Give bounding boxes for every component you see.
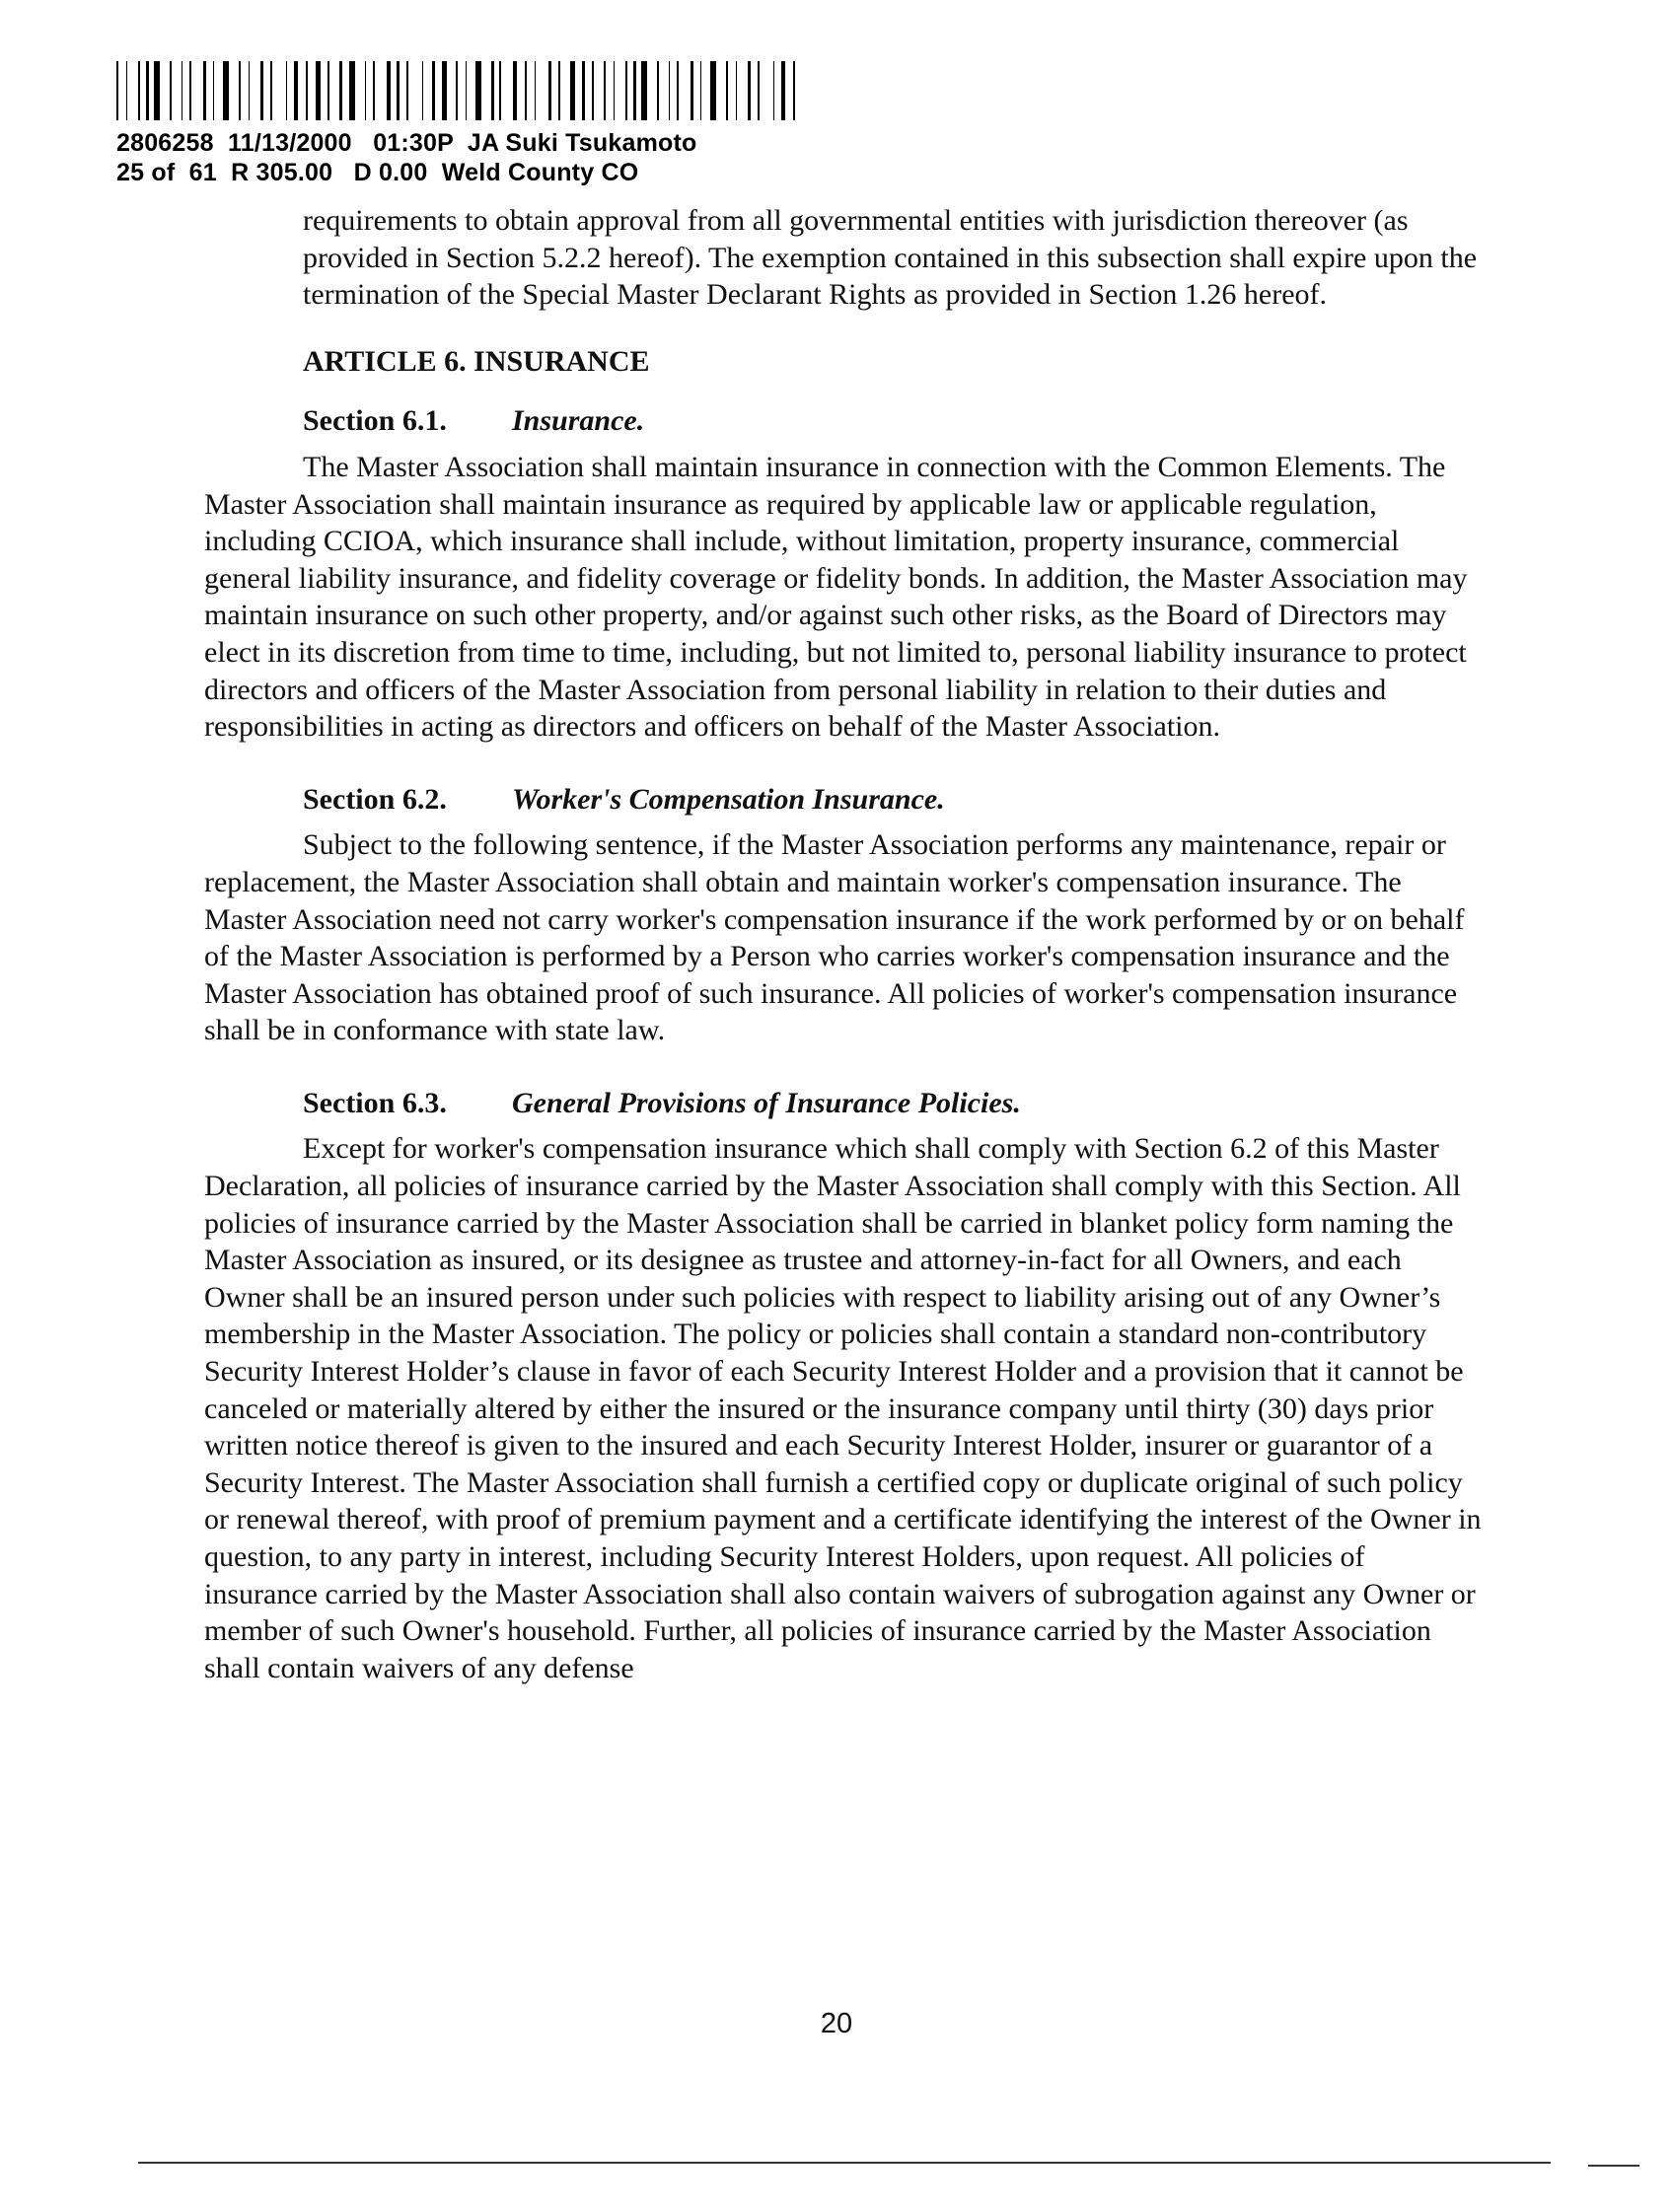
barcode-bar [339, 61, 342, 120]
section-heading-6-2 [204, 781, 1482, 819]
barcode-bar [387, 61, 391, 120]
barcode-bar [456, 61, 458, 120]
barcode-bar [466, 61, 467, 120]
barcode-bar [349, 61, 355, 120]
barcode-bar [397, 61, 400, 120]
barcode-bar [406, 61, 408, 120]
barcode-bar [773, 61, 774, 120]
article-heading: ARTICLE 6. INSURANCE [303, 344, 650, 378]
barcode-bar [491, 61, 494, 120]
barcode-bar [213, 61, 214, 120]
continued-paragraph: requirements to obtain approval from all governmental entities with jurisdiction thereover (as provided in Section 5.2.2 hereof). The exemption contained in this subsection shall expire upon the termination of the Special Master Declarant Rights as provided in Section 1.26 hereof. [303, 204, 1478, 312]
barcode-bar [669, 61, 670, 120]
section-number: Section 6.2. [303, 782, 447, 816]
barcode-bar [260, 61, 263, 120]
barcode-bar [422, 61, 423, 120]
barcode-bar [286, 61, 287, 120]
barcode-bar [327, 61, 329, 120]
barcode-bar [432, 61, 435, 120]
barcode-bar [558, 61, 560, 120]
barcode-bar [365, 61, 366, 120]
barcode-bar [641, 61, 647, 120]
section-title: Worker's Compensation Insurance. [512, 782, 945, 816]
barcode-bar [525, 61, 527, 120]
barcode-bar [625, 61, 627, 120]
barcode-bar [691, 61, 693, 120]
barcode-bar [306, 61, 308, 120]
section-title: Insurance. [512, 404, 645, 438]
barcode-bar [138, 61, 140, 120]
recording-stamp-line-2: 25 of 61 R 305.00 D 0.00 Weld County CO [116, 159, 639, 186]
barcode-bar [633, 61, 636, 120]
barcode-bar [499, 61, 501, 120]
barcode-bar [146, 61, 149, 120]
section-6-1-body: The Master Association shall maintain insurance in connection with the Common Elements. The Master Association shall maintain insurance as required by applicable law or applicable regulation, including CCIOA, which insurance shall include, without limitation, property insurance, commercial general liability insurance, and fidelity coverage or fidelity bonds. In addition, the Master Association may maintain insurance on such other property, and/or against such other risks, as the Board of Directors may elect in its discretion from time to time, including, but not limited to, personal liability insurance to protect directors and officers of the Master Association from personal liability in relation to their duties and responsibilities in acting as directors and officers on behalf of the Master Association. [204, 450, 1468, 744]
recording-barcode [116, 61, 797, 120]
barcode-bar [614, 61, 615, 120]
barcode-bar [223, 61, 229, 120]
barcode-bar [189, 61, 191, 120]
section-number: Section 6.1. [303, 404, 447, 438]
page-number: 20 [820, 2008, 853, 2039]
barcode-bar [239, 61, 241, 120]
barcode-bar [758, 61, 760, 120]
barcode-bar [249, 61, 250, 120]
barcode-bar [700, 61, 701, 120]
section-number: Section 6.3. [303, 1086, 447, 1119]
barcode-bar [316, 61, 321, 120]
barcode-bar [535, 61, 536, 120]
barcode-bar [126, 61, 127, 120]
barcode-bar [570, 61, 575, 120]
barcode-bar [294, 61, 298, 120]
barcode-bar [170, 61, 172, 120]
section-title: General Provisions of Insurance Policies. [512, 1086, 1021, 1119]
barcode-bar [710, 61, 716, 120]
barcode-bar [748, 61, 751, 120]
recording-stamp-line-1: 2806258 11/13/2000 01:30P JA Suki Tsukamoto [116, 129, 697, 157]
section-6-3-body: Except for worker's compensation insurance which shall comply with Section 6.2 of this Master Declaration, all policies of insurance carried by the Master Association shall comply with this Section. All policies of insurance carried by the Master Association shall be carried in blanket policy form naming the Master Association as insured, or its designee as trustee and attorney-in-fact for all Owners, and each Owner shall be an insured person under such policies with respect to liability arising out of any Owner’s membership in the Master Association. The policy or policies shall contain a standard non-contributory Security Interest Holder’s clause in favor of each Security Interest Holder and a provision that it cannot be canceled or materially altered by either the insured or the insurance company until thirty (30) days prior written notice thereof is given to the insured and each Security Interest Holder, insurer or guarantor of a Security Interest. The Master Association shall furnish a certified copy or duplicate original of such policy or renewal thereof, with proof of premium payment and a certificate identifying the interest of the Owner in question, to any party in interest, including Security Interest Holders, upon request. All policies of insurance carried by the Master Association shall also contain waivers of subrogation against any Owner or member of such Owner's household. Further, all policies of insurance carried by the Master Association shall contain waivers of any defense [204, 1132, 1482, 1684]
barcode-bar [736, 61, 737, 120]
barcode-bar [373, 61, 375, 120]
barcode-bar [513, 61, 517, 120]
barcode-bar [677, 61, 679, 120]
barcode-bar [475, 61, 481, 120]
barcode-bar [726, 61, 728, 120]
footer-rule [138, 2162, 1551, 2164]
barcode-bar [781, 61, 785, 120]
footer-rule-fragment [1588, 2165, 1639, 2167]
section-heading-6-1 [204, 402, 1482, 440]
document-body [204, 202, 1482, 1686]
section-6-2-body: Subject to the following sentence, if the Master Association performs any maintenance, repair or replacement, the Master Association shall obtain and maintain worker's compensation insurance. The Master Association need not carry worker's compensation insurance if the work performed by or on behalf of the Master Association is performed by a Person who carries worker's compensation insurance and the Master Association has obtained proof of such insurance. All policies of worker's compensation insurance shall be in conformance with state law. [204, 828, 1465, 1047]
barcode-bar [203, 61, 206, 120]
barcode-bar [582, 61, 585, 120]
barcode-bar [793, 61, 795, 120]
section-heading-6-3 [204, 1085, 1482, 1122]
barcode-bar [270, 61, 272, 120]
barcode-bar [154, 61, 160, 120]
barcode-bar [592, 61, 594, 120]
barcode-bar [657, 61, 659, 120]
barcode-bar [548, 61, 551, 120]
barcode-bar [116, 61, 118, 120]
barcode-bar [604, 61, 606, 120]
barcode-bar [442, 61, 447, 120]
